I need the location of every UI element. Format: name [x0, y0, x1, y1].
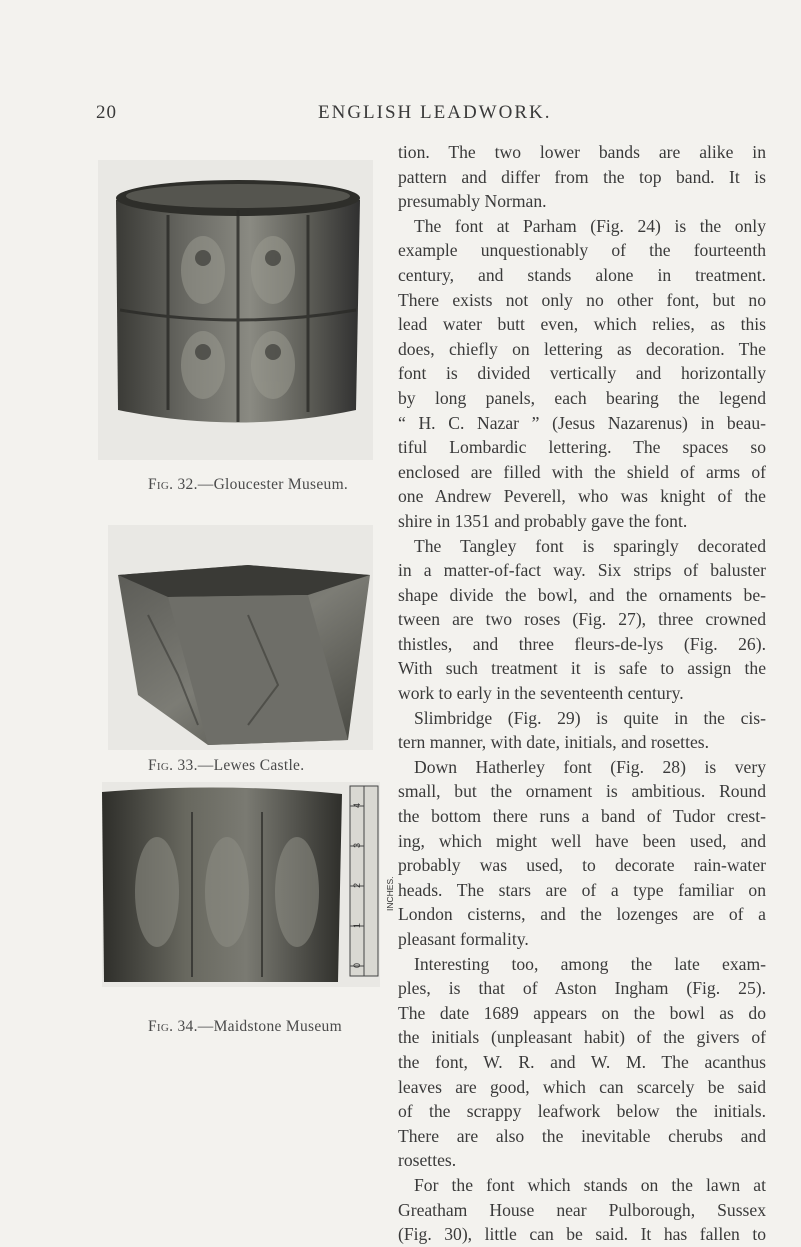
- text-line: presumably Norman.: [398, 191, 547, 212]
- text-line: tween are two roses (Fig. 27), three crowned: [398, 609, 766, 630]
- lewes-cistern-illustration: [108, 525, 373, 750]
- scale-ruler: [350, 786, 395, 976]
- text-line: shire in 1351 and probably gave the font.: [398, 510, 688, 531]
- text-line: “ H. C. Nazar ” (Jesus Nazarenus) in beau-: [398, 412, 766, 433]
- figure-label: Fig. 33.: [148, 757, 198, 774]
- text-line: work to early in the seventeenth century.: [398, 683, 684, 704]
- figure-label: Fig. 32.: [148, 476, 198, 493]
- text-line: The Tangley font is sparingly decorated: [414, 535, 766, 556]
- text-line: Down Hatherley font (Fig. 28) is very: [414, 756, 766, 777]
- ruler-number: 0: [352, 962, 362, 968]
- ruler-number: 4: [352, 802, 362, 808]
- page-header: [0, 102, 801, 126]
- text-line: There exists not only no other font, but no: [398, 289, 766, 310]
- maidstone-font-illustration: [102, 782, 395, 987]
- text-line: of the scrappy leafwork below the initials.: [398, 1101, 766, 1122]
- text-line: tion. The two lower bands are alike in: [398, 142, 766, 162]
- figure-33-caption: [148, 757, 304, 775]
- text-line: ing, which might well have been used, and: [398, 830, 766, 851]
- text-line: (Fig. 30), little can be said. It has fallen to: [398, 1224, 766, 1245]
- text-line: by long panels, each bearing the legend: [398, 387, 766, 408]
- page-number: 20: [96, 102, 117, 123]
- figure-34-photo: [102, 782, 395, 987]
- ruler-number: 2: [352, 882, 362, 888]
- text-line: pleasant formality.: [398, 929, 529, 949]
- figure-32: [98, 160, 373, 460]
- figure-32-caption: [148, 476, 348, 494]
- figure-caption-text: —Lewes Castle.: [197, 757, 305, 774]
- text-line: heads. The stars are of a type familiar on: [398, 879, 766, 900]
- text-line: Interesting too, among the late exam-: [414, 953, 766, 974]
- figure-label: Fig. 34.: [148, 1018, 198, 1035]
- text-line: century, and stands alone in treatment.: [398, 264, 766, 285]
- figure-34: [102, 782, 395, 987]
- figure-32-photo: [98, 160, 373, 460]
- text-line: does, chiefly on lettering as decoration. The: [398, 338, 766, 359]
- text-line: For the font which stands on the lawn at: [414, 1174, 766, 1195]
- text-line: tern manner, with date, initials, and rosettes.: [398, 732, 710, 753]
- running-head: ENGLISH LEADWORK.: [318, 102, 552, 123]
- text-line: in a matter-of-fact way. Six strips of baluster: [398, 560, 766, 581]
- text-line: the initials (unpleasant habit) of the givers of: [398, 1027, 766, 1048]
- text-line: the bottom there runs a band of Tudor crest-: [398, 806, 766, 827]
- text-line: The date 1689 appears on the bowl as do: [398, 1002, 766, 1023]
- figure-33: [108, 525, 373, 750]
- text-line: example unquestionably of the fourteenth: [398, 240, 766, 261]
- text-line: tiful Lombardic lettering. The spaces so: [398, 437, 766, 458]
- figure-33-photo: [108, 525, 373, 750]
- text-line: thistles, and three fleurs-de-lys (Fig. 26).: [398, 633, 766, 654]
- ruler-unit-label: INCHES.: [385, 876, 395, 911]
- gloucester-font-illustration: [98, 160, 373, 460]
- text-line: one Andrew Peverell, who was knight of the: [398, 486, 766, 507]
- text-line: rosettes.: [398, 1150, 457, 1171]
- figure-34-caption: [148, 1018, 342, 1036]
- ruler-number: 3: [352, 842, 362, 848]
- body-text: [398, 140, 766, 1247]
- figure-caption-text: —Maidstone Museum: [197, 1018, 342, 1035]
- text-line: shape divide the bowl, and the ornaments be-: [398, 584, 766, 605]
- ruler-number: 1: [352, 922, 362, 928]
- text-line: leaves are good, which can scarcely be said: [398, 1076, 766, 1097]
- text-line: the font, W. R. and W. M. The acanthus: [398, 1051, 766, 1072]
- text-line: small, but the ornament is ambitious. Round: [398, 781, 766, 802]
- text-line: lead water butt even, which relies, as this: [398, 314, 766, 335]
- text-line: Slimbridge (Fig. 29) is quite in the cis-: [414, 707, 766, 728]
- text-line: probably was used, to decorate rain-water: [398, 855, 766, 876]
- text-line: Greatham House near Pulborough, Sussex: [398, 1199, 766, 1220]
- text-line: There are also the inevitable cherubs and: [398, 1125, 766, 1146]
- text-line: The font at Parham (Fig. 24) is the only: [414, 215, 766, 236]
- text-line: With such treatment it is safe to assign the: [398, 658, 766, 679]
- text-line: font is divided vertically and horizontally: [398, 363, 766, 384]
- text-line: ples, is that of Aston Ingham (Fig. 25).: [398, 978, 766, 999]
- text-line: London cisterns, and the lozenges are of a: [398, 904, 766, 925]
- figure-caption-text: —Gloucester Museum.: [197, 476, 349, 493]
- text-line: enclosed are filled with the shield of arms of: [398, 461, 766, 482]
- text-line: pattern and differ from the top band. It is: [398, 166, 766, 187]
